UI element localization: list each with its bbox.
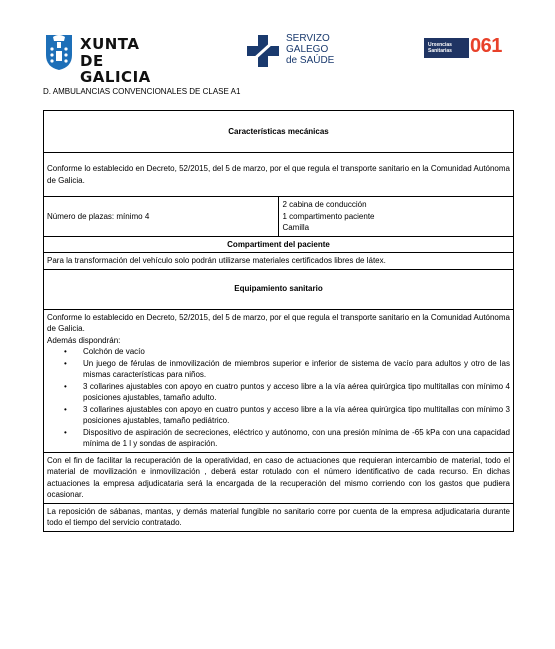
urxencias-line-1: Urxencias <box>428 42 452 48</box>
seats-detail <box>279 197 514 237</box>
list-item: • Dispositivo de aspiración de secreciones, eléctrico y autónomo, con una presión mínima de -65 kPa con una capacidad mínima de 1 l y sondas de aspiración. <box>83 427 510 450</box>
latex-text: Para la transformación del vehículo solo podrán utilizarse materiales certificados libres de látex. <box>44 253 514 270</box>
urxencias-061-logo <box>424 35 514 58</box>
equip-cell <box>44 309 514 452</box>
urxencias-box <box>424 38 469 58</box>
specs-table <box>43 110 514 532</box>
seats-detail-line: 2 cabina de conducción <box>282 200 367 209</box>
table-row <box>44 452 514 503</box>
table-row <box>44 269 514 309</box>
sergas-cross-icon <box>246 34 280 68</box>
xunta-wordmark-line1: XUNTA <box>80 35 140 53</box>
equip-heading: Equipamiento sanitario <box>44 269 514 309</box>
table-row <box>44 309 514 452</box>
table-row <box>44 253 514 270</box>
table-row <box>44 111 514 153</box>
urxencias-number: 061 <box>470 35 502 57</box>
section-title: D. AMBULANCIAS CONVENCIONALES DE CLASE A1 <box>43 87 241 96</box>
urxencias-line-2: Sanitarias <box>428 48 452 54</box>
xunta-wordmark-line2: DE GALICIA <box>80 52 151 86</box>
galicia-shield-icon <box>44 33 74 71</box>
equip-list <box>47 346 510 450</box>
seats-label: Número de plazas: mínimo 4 <box>44 197 279 237</box>
list-item: • 3 collarines ajustables con apoyo en cuatro puntos y acceso libre a la vía aérea quirúrgica tipo multitallas con mínimo 4 posiciones ajustables, tamaño adulto. <box>83 381 510 404</box>
list-item: • Un juego de férulas de inmovilización de miembros superior e inferior de sistema de vacío para adultos y otro de las mismas características para niños. <box>83 358 510 381</box>
recovery-text: Con el fin de facilitar la recuperación de la operatividad, en caso de actuaciones que requieran intercambio de material, todo el material de movilización e inmovilización , deberá estar rotulado con el número identificativo de cada recurso. En dichas actuaciones la empresa adjudicataria será la encargada de la recuperación del mismo corriendo con los gastos que pudiera ocasionar. <box>44 452 514 503</box>
page-header <box>0 0 555 85</box>
table-row <box>44 197 514 237</box>
mech-heading: Características mecánicas <box>44 111 514 153</box>
decree-text: Conforme lo establecido en Decreto, 52/2015, del 5 de marzo, por el que regula el transporte sanitario en la Comunidad Autónoma de Galicia. <box>44 153 514 197</box>
linen-text: La reposición de sábanas, mantas, y demás material fungible no sanitario corre por cuenta de la empresa adjudicataria durante todo el tiempo del servicio contratado. <box>44 503 514 531</box>
equip-also: Además dispondrán: <box>47 335 121 345</box>
sergas-line-3: de SAÚDE <box>286 55 335 66</box>
seats-detail-line: 1 compartimento paciente <box>282 211 375 221</box>
sergas-logo <box>246 31 366 73</box>
table-row <box>44 236 514 253</box>
sergas-line-1: SERVIZO <box>286 33 330 44</box>
table-row <box>44 153 514 197</box>
patient-heading: Compartiment del paciente <box>44 236 514 253</box>
equip-intro: Conforme lo establecido en Decreto, 52/2015, del 5 de marzo, por el que regula el transporte sanitario en la Comunidad Autónoma de Galicia. <box>47 312 510 333</box>
seats-detail-line: Camilla <box>282 223 310 232</box>
list-item: • 3 collarines ajustables con apoyo en cuatro puntos y acceso libre a la vía aérea quirúrgica tipo multitallas con mínimo 3 posiciones ajustables, tamaño pediátrico. <box>83 404 510 427</box>
table-row <box>44 503 514 531</box>
list-item: • Colchón de vacío <box>83 346 510 358</box>
sergas-line-2: GALEGO <box>286 44 329 55</box>
xunta-logo <box>44 33 174 86</box>
